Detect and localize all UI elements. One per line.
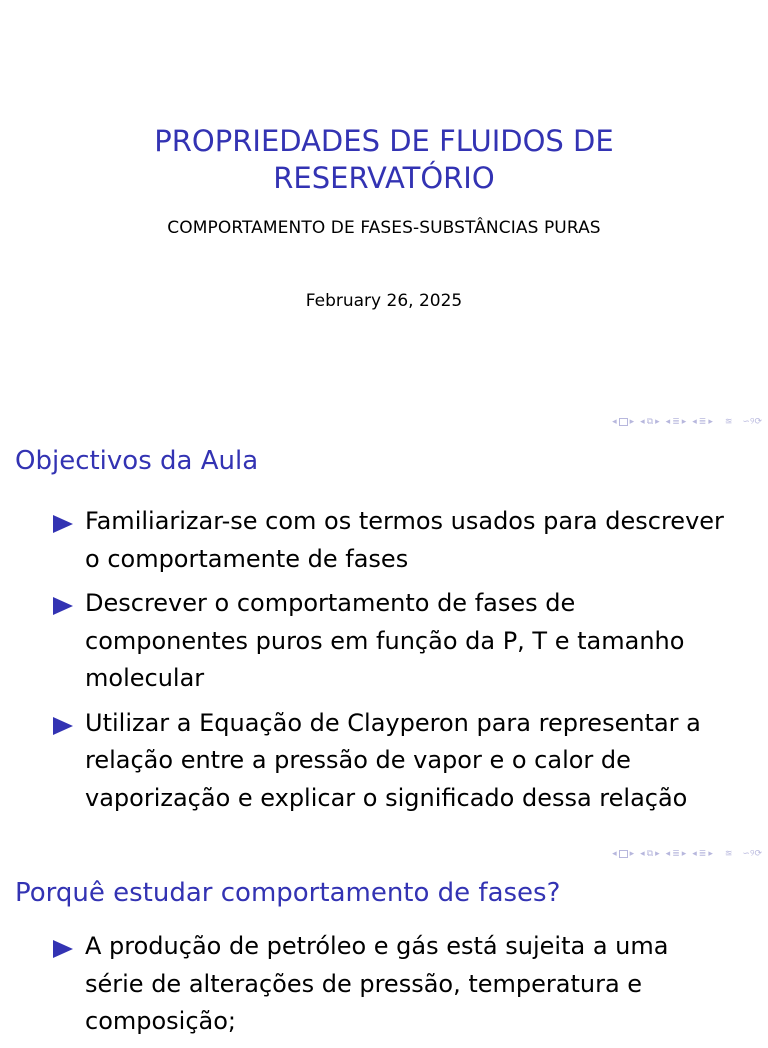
- nav-section-icon[interactable]: ≣: [672, 849, 680, 859]
- list-item: [52, 705, 732, 818]
- list-item-text: A produção de petróleo e gás está sujeita a uma série de alterações de pressão, temperatura e composição;: [85, 932, 669, 1035]
- nav-frame-group[interactable]: [612, 417, 634, 427]
- presentation-date: February 26, 2025: [305, 291, 463, 311]
- frame-title: Porquê estudar comportamento de fases?: [15, 878, 561, 908]
- nav-search-icon[interactable]: ∽୨⟳: [742, 849, 762, 859]
- nav-prev-arrow-icon[interactable]: ◂: [692, 417, 697, 427]
- nav-prev-arrow-icon[interactable]: ◂: [665, 417, 671, 427]
- title-line-1: PROPRIEDADES DE FLUIDOS DE: [154, 124, 614, 159]
- nav-subsection-icon[interactable]: ⧉: [646, 417, 654, 427]
- triangle-bullet-icon: [53, 717, 73, 735]
- nav-align-icon[interactable]: ≊: [724, 417, 733, 427]
- nav-section-icon[interactable]: ≣: [672, 417, 680, 427]
- nav-section-icon[interactable]: ≣: [698, 849, 707, 859]
- presentation-title: [0, 123, 768, 197]
- list-item-text: Familiarizar-se com os termos usados para descrever o comportamente de fases: [85, 507, 724, 573]
- list-item: [52, 503, 732, 578]
- nav-prev-arrow-icon[interactable]: ◂: [665, 849, 671, 859]
- nav-section-group-2[interactable]: [692, 417, 713, 427]
- nav-search-icon[interactable]: ∽୨⟳: [742, 417, 762, 427]
- bullet-list: [52, 928, 732, 1048]
- list-item: [52, 585, 732, 698]
- triangle-bullet-icon: [53, 940, 73, 958]
- nav-section-group[interactable]: [666, 849, 687, 859]
- triangle-bullet-icon: [53, 597, 73, 615]
- presentation-subtitle: COMPORTAMENTO DE FASES-SUBSTÂNCIAS PURAS: [167, 218, 601, 238]
- nav-next-arrow-icon[interactable]: ▸: [681, 417, 687, 427]
- nav-next-arrow-icon[interactable]: ▸: [629, 417, 635, 427]
- nav-section-group-2[interactable]: [692, 849, 713, 859]
- list-item-text: Descrever o comportamento de fases de componentes puros em função da P, T e tamanho molecular: [85, 589, 685, 692]
- nav-frame-group[interactable]: [612, 849, 634, 859]
- frame-title: Objectivos da Aula: [15, 446, 259, 476]
- nav-next-arrow-icon[interactable]: ▸: [708, 417, 713, 427]
- bullet-list: [52, 503, 732, 824]
- nav-section-icon[interactable]: ≣: [698, 417, 707, 427]
- title-slide: [0, 0, 768, 432]
- nav-frame-icon[interactable]: [619, 850, 628, 858]
- nav-next-arrow-icon[interactable]: ▸: [629, 849, 635, 859]
- nav-subsection-group[interactable]: [640, 849, 660, 859]
- nav-prev-arrow-icon[interactable]: ◂: [612, 417, 617, 427]
- triangle-bullet-icon: [53, 515, 73, 533]
- list-item-text: Utilizar a Equação de Clayperon para representar a relação entre a pressão de vapor e o calor de vaporização e explicar o significado dessa relação: [85, 708, 701, 812]
- slide-objectives: [0, 432, 768, 864]
- nav-section-group[interactable]: [666, 417, 687, 427]
- nav-frame-icon[interactable]: [619, 418, 628, 426]
- slide-why-phase-behavior: [0, 864, 768, 1035]
- nav-next-arrow-icon[interactable]: ▸: [681, 849, 687, 859]
- beamer-navigation-bar: [612, 416, 762, 428]
- nav-next-arrow-icon[interactable]: ▸: [655, 417, 660, 427]
- nav-align-icon[interactable]: ≊: [724, 849, 733, 859]
- nav-prev-arrow-icon[interactable]: ◂: [612, 849, 617, 859]
- nav-subsection-group[interactable]: [640, 417, 660, 427]
- title-line-2: RESERVATÓRIO: [273, 161, 495, 196]
- beamer-navigation-bar: [612, 848, 762, 860]
- nav-prev-arrow-icon[interactable]: ◂: [640, 417, 645, 427]
- nav-next-arrow-icon[interactable]: ▸: [655, 849, 660, 859]
- nav-prev-arrow-icon[interactable]: ◂: [692, 849, 697, 859]
- nav-next-arrow-icon[interactable]: ▸: [708, 849, 713, 859]
- nav-subsection-icon[interactable]: ⧉: [646, 849, 654, 859]
- nav-prev-arrow-icon[interactable]: ◂: [640, 849, 645, 859]
